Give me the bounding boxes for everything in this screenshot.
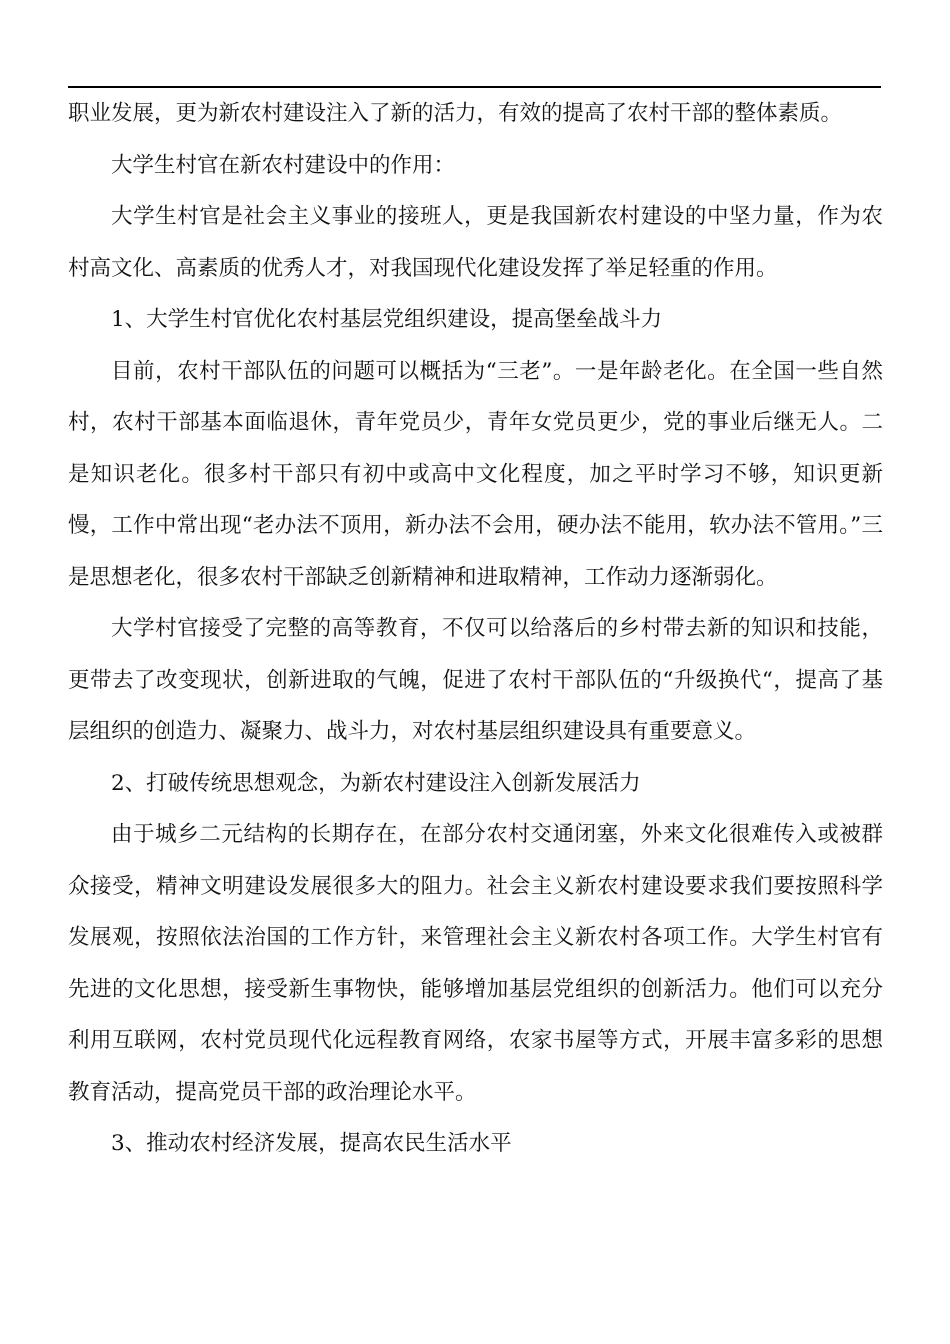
paragraph-intro: 大学生村官是社会主义事业的接班人，更是我国新农村建设的中坚力量，作为农村高文化、高素质的优秀人才，对我国现代化建设发挥了举足轻重的作用。 [68,204,883,281]
paragraph-point-3-heading: 3、推动农村经济发展，提高农民生活水平 [111,1131,512,1156]
document-body [68,88,883,1170]
paragraph-point-1-heading: 1、大学生村官优化农村基层党组织建设，提高堡垒战斗力 [111,307,663,332]
paragraph-urban-rural: 由于城乡二元结构的长期存在，在部分农村交通闭塞，外来文化很难传入或被群众接受，精神文明建设发展很多大的阻力。社会主义新农村建设要求我们要按照科学发展观，按照依法治国的工作方针，来管理社会主义新农村各项工作。大学生村官有先进的文化思想，接受新生事物快，能够增加基层党组织的创新活力。他们可以充分利用互联网，农村党员现代化远程教育网络，农家书屋等方式，开展丰富多彩的思想教育活动，提高党员干部的政治理论水平。 [68,822,883,1105]
paragraph-village-officials-education: 大学村官接受了完整的高等教育，不仅可以给落后的乡村带去新的知识和技能，更带去了改变现状，创新进取的气魄，促进了农村干部队伍的“升级换代“，提高了基层组织的创造力、凝聚力、战斗力，对农村基层组织建设具有重要意义。 [68,616,883,744]
paragraph-continuation: 职业发展，更为新农村建设注入了新的活力，有效的提高了农村干部的整体素质。 [68,101,843,126]
paragraph-section-heading: 大学生村官在新农村建设中的作用： [111,152,456,178]
paragraph-three-old: 目前，农村干部队伍的问题可以概括为“三老”。一是年龄老化。在全国一些自然村，农村干部基本面临退休，青年党员少，青年女党员更少，党的事业后继无人。二是知识老化。很多村干部只有初中或高中文化程度，加之平时学习不够，知识更新慢，工作中常出现“老办法不顶用，新办法不会用，硬办法不能用，软办法不管用。”三是思想老化，很多农村干部缺乏创新精神和进取精神，工作动力逐渐弱化。 [68,358,883,590]
paragraph-point-2-heading: 2、打破传统思想观念，为新农村建设注入创新发展活力 [111,770,641,796]
